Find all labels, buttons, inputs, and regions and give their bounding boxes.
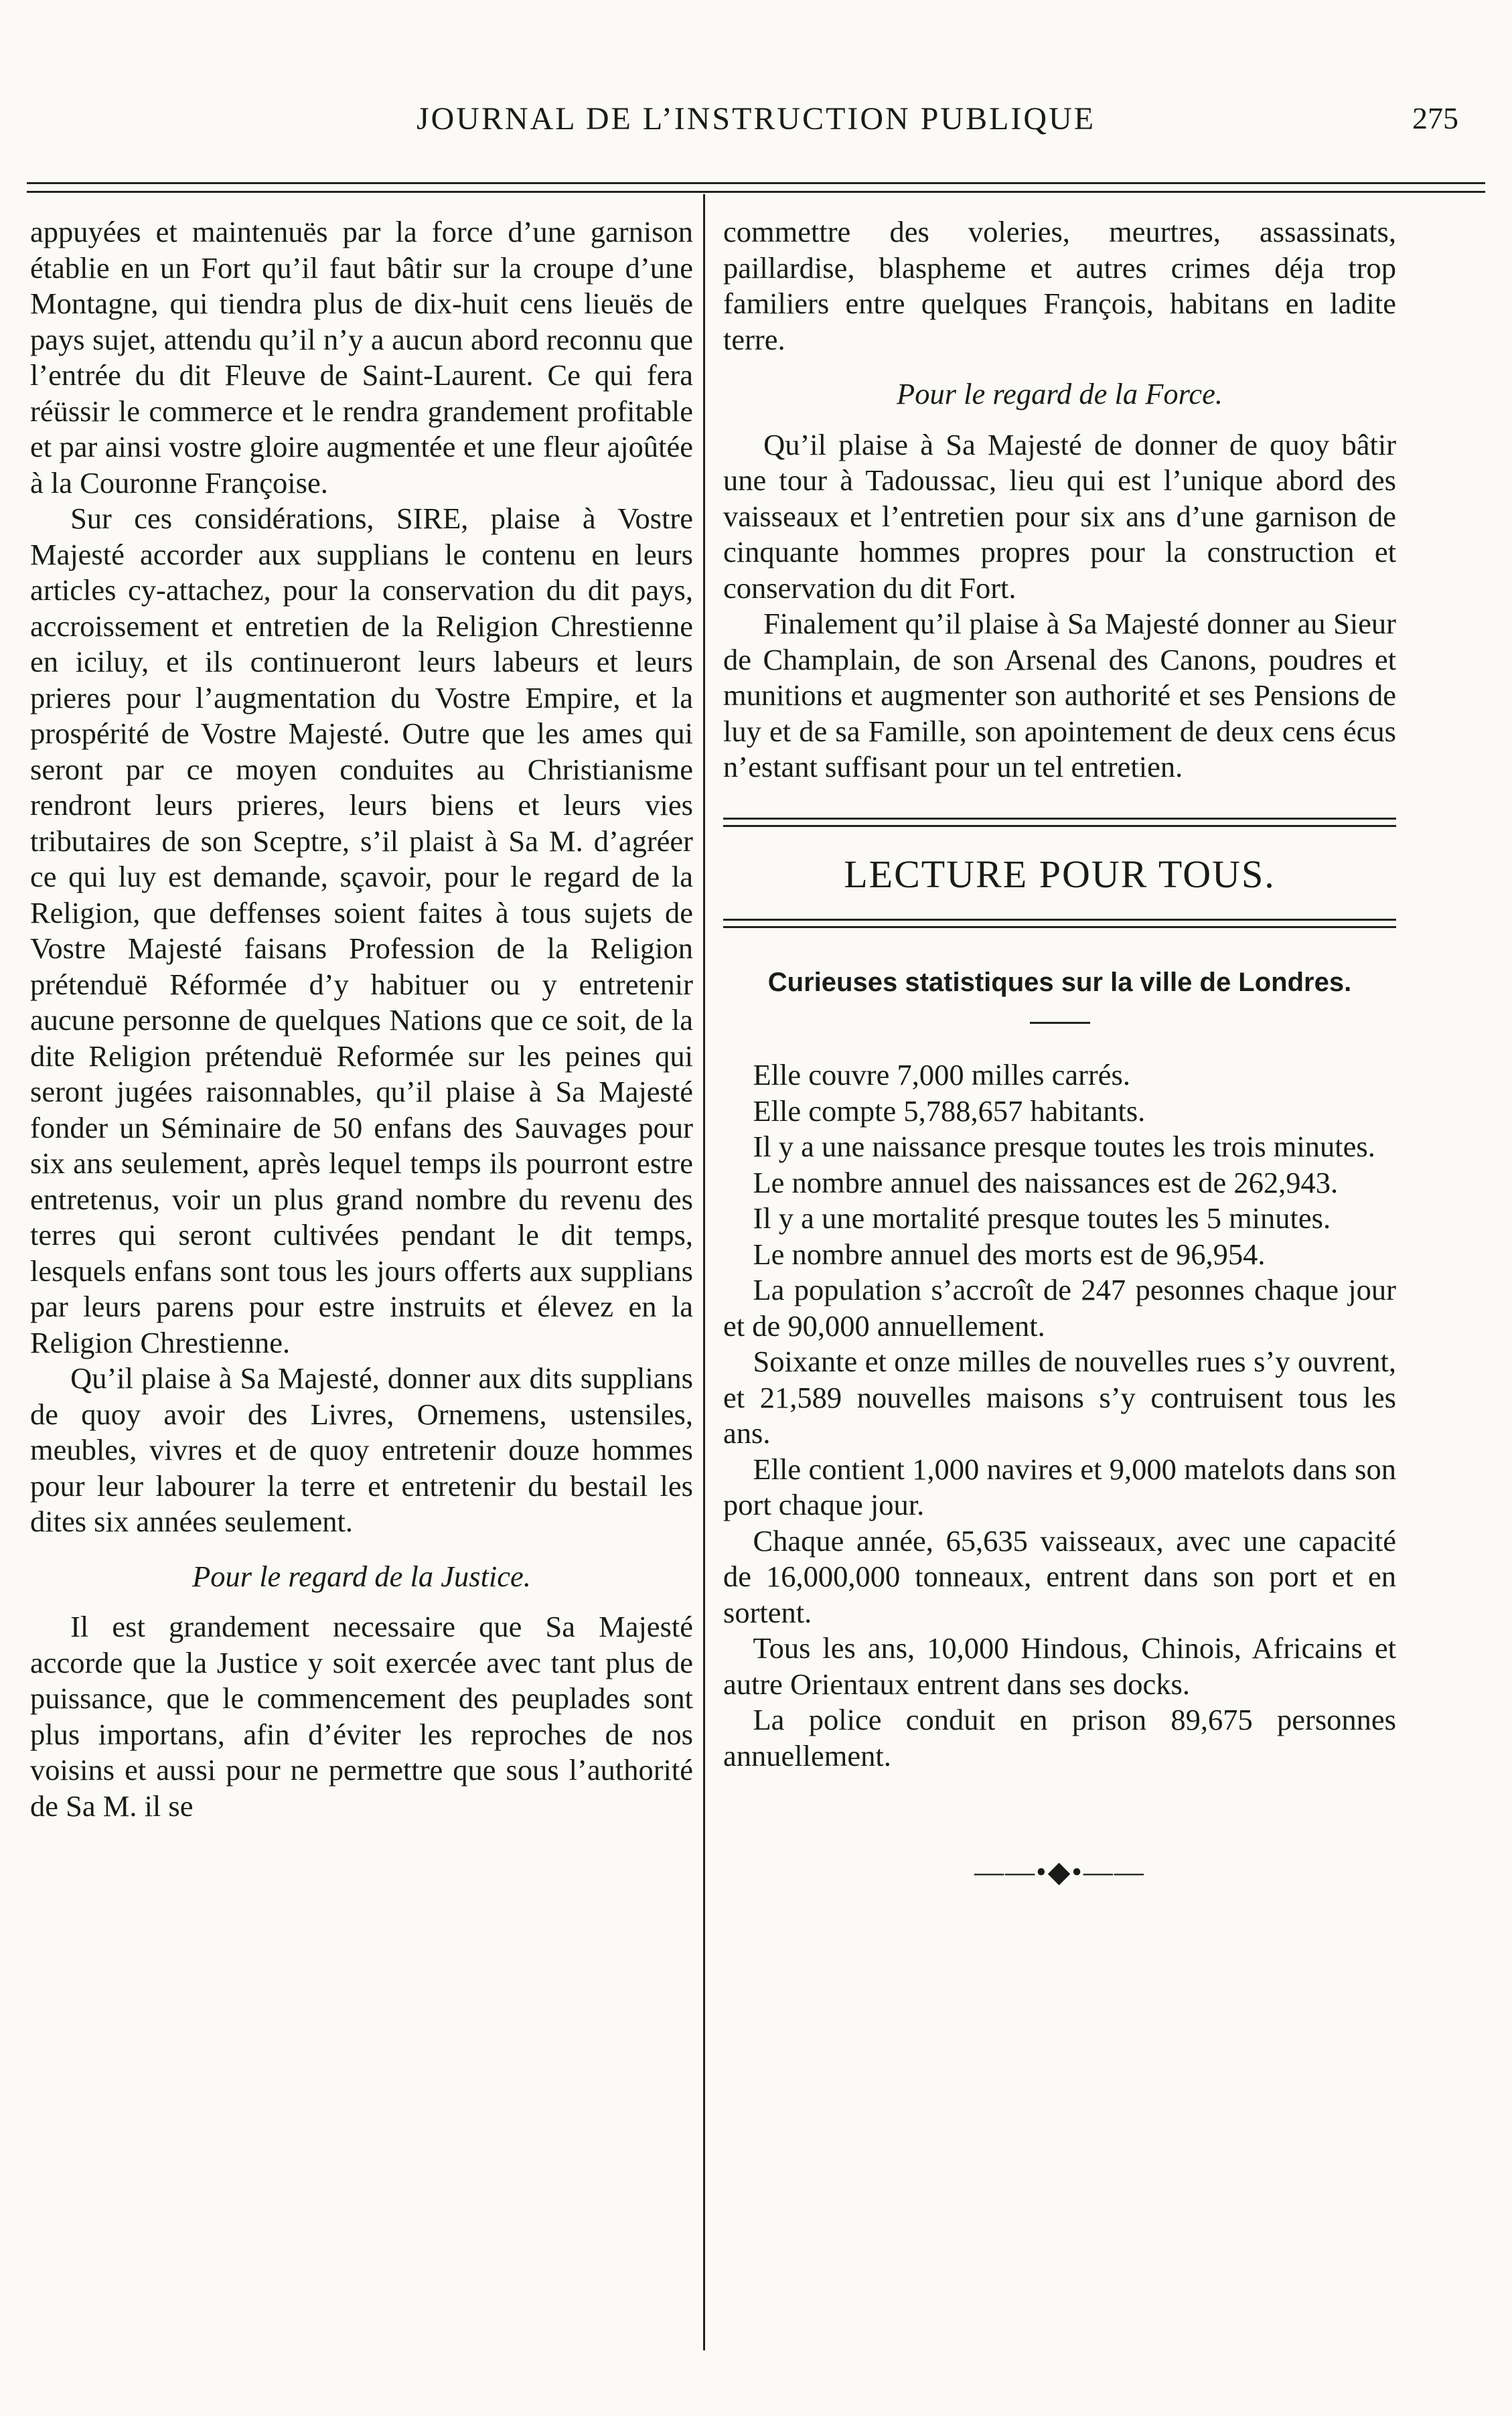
right-column (723, 214, 1396, 1890)
paragraph: Finalement qu’il plaise à Sa Majesté donner au Sieur de Champlain, de son Arsenal des Canons, poudres et munitions et augmenter son authorité et ses Pensions de luy et de sa Famille, son apointement de deux cens écus n’estant suffisant pour un tel entretien. (723, 607, 1396, 783)
list-item: La police conduit en prison 89,675 personnes annuellement. (723, 1703, 1396, 1772)
header-double-rule (27, 182, 1485, 193)
paragraph: Qu’il plaise à Sa Majesté de donner de quoy bâtir une tour à Tadoussac, lieu qui est l’unique abord des vaisseaux et l’entretien pour six ans d’une garnison de cinquante hommes propres pour la construction et conservation du dit Fort. (723, 427, 1396, 605)
list-item: Il y a une mortalité presque toutes les 5 minutes. (753, 1201, 1331, 1235)
list-item: Chaque année, 65,635 vaisseaux, avec une capacité de 16,000,000 tonneaux, entrent dans son port et en sortent. (723, 1523, 1396, 1629)
page-number: 275 (1412, 101, 1458, 135)
statistics-list (723, 1057, 1396, 1774)
left-column (30, 214, 693, 1824)
subhead-justice: Pour le regard de la Justice. (192, 1559, 531, 1593)
paragraph: Qu’il plaise à Sa Majesté, donner aux dits supplians de quoy avoir des Livres, Ornemens, ustensiles, meubles, vivres et de quoy entretenir douze hommes pour leur labourer la terre et entretenir du bestail les dites six années seulement. (30, 1361, 693, 1538)
list-item: Elle compte 5,788,657 habitants. (753, 1093, 1146, 1128)
running-header (27, 100, 1485, 161)
section-double-rule (723, 919, 1396, 928)
section-double-rule (723, 818, 1396, 827)
section-title: LECTURE POUR TOUS. (844, 852, 1276, 896)
closing-ornament: ——•◆•—— (974, 1856, 1145, 1888)
paragraph: Sur ces considérations, SIRE, plaise à Vostre Majesté accorder aux supplians le contenu en leurs articles cy-attachez, pour la conservation du dit pays, accroissement et entretien de la Religion Chrestienne en iciluy, et ils continueront leurs labeurs et leurs prieres pour l’augmentation du Vostre Empire, et la prospérité de Vostre Majesté. Outre que les ames qui seront par ce moyen conduites au Christianisme rendront leurs prieres, leurs biens et leurs vies tributaires de son Sceptre, s’il plaist à Sa M. d’agréer ce qui luy est demande, sçavoir, pour le regard de la Religion, que deffenses soient faites à tous sujets de Vostre Majesté faisans Profession de la Religion prétenduë Réformée d’y habituer ou y entretenir aucune personne de quelques Nations que ce soit, de la dite Religion prétenduë Reformée sur les peines qui seront jugées raisonnables, qu’il plaise à Sa Majesté fonder un Séminaire de 50 enfans des Sauvages pour six ans seulement, après lequel temps ils pourront estre entretenus, voir un plus grand nombre du revenu des terres qui seront cultivées pendant le dit temps, lesquels enfans sont tous les jours offerts aux supplians par leurs parens pour estre instruits et élevez en la Religion Chrestienne. (30, 502, 693, 1359)
list-item: Soixante et onze milles de nouvelles rues s’y ouvrent, et 21,589 nouvelles maisons s’y contruisent tous les ans. (723, 1345, 1396, 1450)
journal-title: JOURNAL DE L’INSTRUCTION PUBLIQUE (416, 101, 1096, 137)
article-title: Curieuses statistiques sur la ville de Londres. (767, 968, 1352, 997)
list-item: Le nombre annuel des morts est de 96,954. (753, 1237, 1266, 1271)
list-item: Elle couvre 7,000 milles carrés. (753, 1058, 1130, 1091)
paragraph: Il est grandement necessaire que Sa Majesté accorde que la Justice y soit exercée avec tant plus de puissance, que le commencement des peuplades sont plus importans, afin d’éviter les reproches de nos voisins et aussi pour ne permettre que sous l’authorité de Sa M. il se (30, 1610, 693, 1823)
paragraph: appuyées et maintenuës par la force d’une garnison établie en un Fort qu’il faut bâtir sur la croupe d’une Montagne, qui tiendra plus de dix-huit cens lieuës de pays sujet, attendu qu’il n’y a aucun abord reconnu que l’entrée du dit Fleuve de Saint-Laurent. Ce qui fera réüssir le commerce et le rendra grandement profitable et par ainsi vostre gloire augmentée et une fleur ajoûtée à la Couronne Françoise. (30, 215, 693, 500)
list-item: Le nombre annuel des naissances est de 262,943. (753, 1165, 1339, 1199)
paragraph-continuation: commettre des voleries, meurtres, assassinats, paillardise, blaspheme et autres crimes déja trop familiers entre quelques François, habitans en ladite terre. (723, 215, 1396, 356)
list-item: Tous les ans, 10,000 Hindous, Chinois, Africains et autre Orientaux entrent dans ses docks. (723, 1631, 1396, 1701)
title-short-rule (1030, 1022, 1090, 1024)
subhead-force: Pour le regard de la Force. (897, 377, 1223, 410)
list-item: Elle contient 1,000 navires et 9,000 matelots dans son port chaque jour. (723, 1452, 1396, 1521)
list-item: La population s’accroît de 247 pesonnes chaque jour et de 90,000 annuellement. (723, 1273, 1396, 1343)
list-item: Il y a une naissance presque toutes les trois minutes. (753, 1130, 1375, 1163)
column-divider (703, 194, 705, 2350)
